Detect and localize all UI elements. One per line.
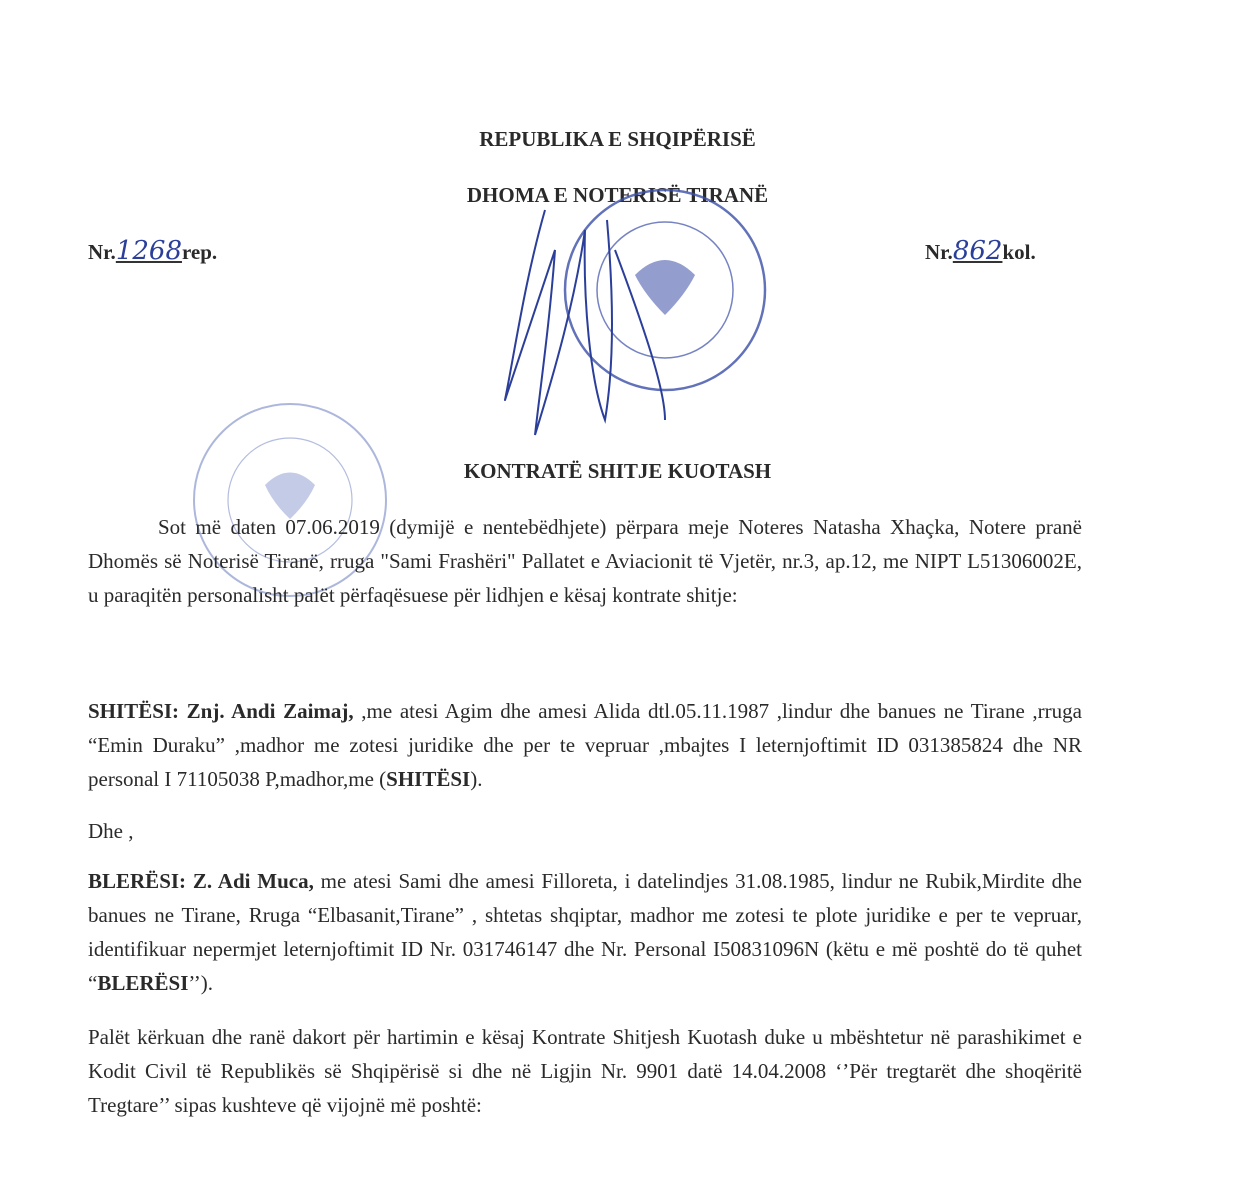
kol-number xyxy=(925,236,1036,266)
document-title: KONTRATË SHITJE KUOTASH xyxy=(463,459,772,483)
kol-prefix: Nr. xyxy=(925,240,953,264)
rep-prefix: Nr. xyxy=(88,240,116,264)
rep-suffix: rep. xyxy=(181,240,218,264)
kol-handwritten-value: 862 xyxy=(952,236,1003,266)
seller-label: SHITËSI: Znj. Andi Zaimaj, xyxy=(88,699,354,723)
seller-details: ,me atesi Agim dhe amesi Alida dtl.05.11.1987 ,lindur dhe banues ne Tirane ,rruga “Emin Duraku” ,madhor me zotesi juridike dhe per te vepruar ,mbajtes I leternjoftimit ID 031385824 dhe NR personal I 71105038 P,madhor,me ( xyxy=(88,699,1082,791)
seller-paragraph xyxy=(88,694,1082,796)
seller-end: ). xyxy=(470,767,483,791)
signature xyxy=(495,190,695,450)
buyer-role: BLERËSI xyxy=(97,971,189,995)
buyer-label: BLERËSI: Z. Adi Muca, xyxy=(88,869,314,893)
and-text: Dhe , xyxy=(88,819,134,843)
rep-handwritten-value: 1268 xyxy=(115,236,182,266)
header-chamber: DHOMA E NOTERISË TIRANË xyxy=(466,183,769,207)
buyer-end: ’’). xyxy=(188,971,214,995)
buyer-details: me atesi Sami dhe amesi Filloreta, i datelindjes 31.08.1985, lindur ne Rubik,Mirdite dhe banues ne Tirane, Rruga “Elbasanit,Tirane” , shtetas shqiptar, madhor me zotesi te plote juridike e per te vepruar, identifikuar nepermjet leternjoftimit ID Nr. 031746147 dhe Nr. Personal I50831096N (këtu e më poshtë do të quhet “ xyxy=(88,869,1082,995)
agreement-paragraph: Palët kërkuan dhe ranë dakort për hartimin e kësaj Kontrate Shitjesh Kuotash duke u mbështetur në parashikimet e Kodit Civil të Republikës së Shqipërisë si dhe në Ligjin Nr. 9901 datë 14.04.2008 ‘’Për tregtarët dhe shoqëritë Tregtare’’ sipas kushteve që vijojnë më poshtë: xyxy=(88,1025,1082,1117)
intro-paragraph: Sot më daten 07.06.2019 (dymijë e nentebëdhjete) përpara meje Noteres Natasha Xhaçka, Notere pranë Dhomës së Noterisë Tiranë, rruga "Sami Frashëri" Pallatet e Aviacionit të Vjetër, nr.3, ap.12, me NIPT L51306002E, u paraqitën personalisht palët përfaqësuese për lidhjen e kësaj kontrate shitje: xyxy=(88,515,1082,607)
contract-body xyxy=(88,510,1082,1122)
buyer-paragraph xyxy=(88,864,1082,1000)
header-republic: REPUBLIKA E SHQIPËRISË xyxy=(479,127,756,151)
notary-stamp xyxy=(555,180,775,400)
rep-number xyxy=(88,236,217,266)
seller-role: SHITËSI xyxy=(386,767,471,791)
kol-suffix: kol. xyxy=(1002,240,1036,264)
